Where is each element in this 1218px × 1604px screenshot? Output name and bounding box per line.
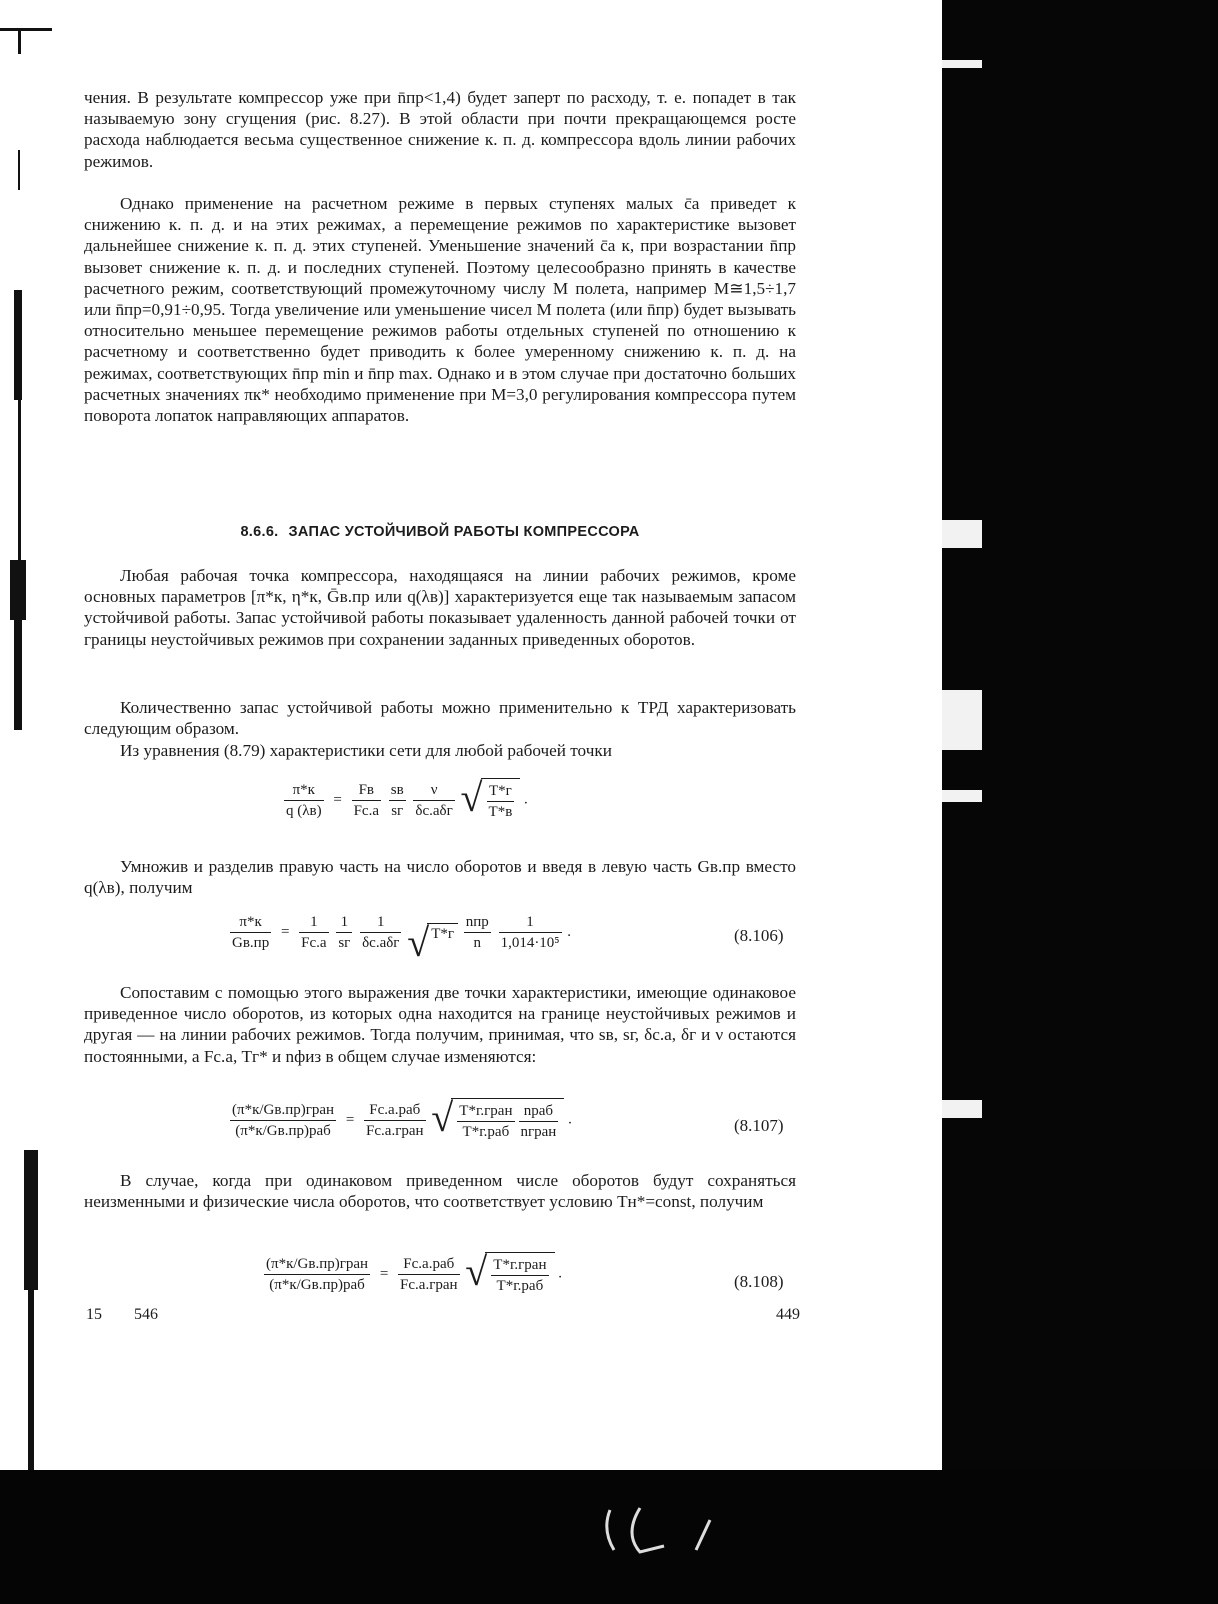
scan-mark: [0, 28, 52, 31]
section-number: 8.6.6.: [240, 524, 279, 540]
paragraph: В случае, когда при одинаковом приведенном числе оборотов будут сохраняться неизменными и физические числа оборотов, что соответствует условию Tн*=const, получим: [84, 1171, 796, 1212]
paragraph: Сопоставим с помощью этого выражения две точки характеристики, имеющие одинаковое приведенное число оборотов, из которых одна находится на границе неустойчивых режимов и другая — на линии рабочих режимов. Тогда получим, принимая, что sв, sг, δс.а, δг и ν остаются постоянными, а Fс.а, Tг* и nфиз в общем случае изменяются:: [84, 983, 796, 1066]
scan-mark: [28, 1290, 34, 1470]
equation-number: (8.108): [734, 1272, 784, 1291]
scan-mark: [24, 1150, 38, 1290]
scan-scribble: [600, 1500, 740, 1560]
page-number: 449: [776, 1306, 800, 1323]
scan-mark: [18, 400, 21, 560]
scan-mark: [10, 560, 26, 620]
footer-sheet: 15: [86, 1306, 102, 1323]
scan-border-right: [942, 0, 1218, 1604]
scan-mark: [14, 290, 22, 400]
paragraph: Умножив и разделив правую часть на число оборотов и введя в левую часть Gв.пр вместо q(λв), получим: [84, 857, 796, 898]
section-heading: [84, 524, 796, 540]
formula: $\frac{\text{(π*к/Gв.пр)гран}}{\text{(π*к/Gв.пр)раб}}$ = $\frac{\text{Fс.а.раб}}{\text{Fс.а.гран}}$ √ $\frac{\text{T*г.гран}}{\text{T*г.раб}}$ .: [266, 1249, 562, 1294]
equation-number: (8.106): [734, 926, 784, 945]
paragraph: Из уравнения (8.79) характеристики сети для любой рабочей точки: [120, 741, 612, 760]
section-title: ЗАПАС УСТОЙЧИВОЙ РАБОТЫ КОМПРЕССОРА: [288, 524, 640, 540]
paragraph: Однако применение на расчетном режиме в первых ступенях малых c̄a приведет к снижению к. п. д. и на этих режимах, а перемещение режимов по характеристике вызовет дальнейшее снижение к. п. д. этих ступеней. Уменьшение значений c̄a к, при возрастании n̄пр вызовет снижение к. п. д. и последних ступеней. Поэтому целесообразно принять в качестве расчетного режим, соответствующий промежуточному числу М полета, например М≅1,5÷1,7 или n̄пр=0,91÷0,95. Тогда увеличение или уменьшение чисел М полета (или n̄пр) будет вызывать относительно меньшее перемещение режимов работы отдельных ступеней по отношению к расчетному и соответственно будет приводить к более умеренному снижению к. п. д. на режимах, соответствующих n̄пр min и n̄пр max. Однако и в этом случае при достаточно больших расчетных значениях πк* необходимо применение при М=3,0 регулирования компрессора путем поворота лопаток направляющих аппаратов.: [84, 194, 796, 426]
footer-job: 546: [134, 1306, 158, 1323]
formula: $\frac{\pi*к}{q (\lambda в)}$ = $\frac{Fв}{Fс.а}$ $\frac{sв}{sг}$ $\frac{\nu}{\text{δс.аδг}}$ √ $\frac{T*г}{T*в}$ .: [286, 775, 528, 820]
paragraph: чения. В результате компрессор уже при n̄пр<1,4) будет заперт по расходу, т. е. попадет в так называемую зону сгущения (рис. 8.27). В этой области при почти прекращающемся росте расхода наблюдается весьма существенное снижение к. п. д. компрессора вдоль линии рабочих режимов.: [84, 88, 796, 171]
paragraph: Количественно запас устойчивой работы можно применительно к ТРД характеризовать следующим образом.: [84, 698, 796, 739]
formula: $\frac{\pi*к}{Gв.пр}$ = $\frac{1}{Fс.а}$ $\frac{1}{sг}$ $\frac{1}{\text{δс.аδг}}$ √ T*г $\frac{\text{nпр}}{n}$ $\frac{1}{\text{1,014·10⁵}}$ .: [232, 914, 572, 965]
scan-mark: [18, 150, 20, 190]
paragraph: Любая рабочая точка компрессора, находящаяся на линии рабочих режимов, кроме основных параметров [π*к, η*к, Ḡв.пр или q(λв)] характеризуется еще так называемым запасом устойчивой работы. Запас устойчивой работы показывает удаленность данной рабочей точки от границы неустойчивых режимов при сохранении заданных приведенных оборотов.: [84, 566, 796, 649]
scan-mark: [18, 28, 21, 54]
equation-number: (8.107): [734, 1116, 784, 1135]
formula: $\frac{\text{(π*к/Gв.пр)гран}}{\text{(π*к/Gв.пр)раб}}$ = $\frac{\text{Fс.а.раб}}{\text{Fс.а.гран}}$ √ $\frac{\text{T*г.гран}}{\text{T*г.раб}}$ $\frac{\text{nраб}}{\text{nгран}}$ .: [232, 1095, 572, 1140]
scan-mark: [14, 620, 22, 730]
